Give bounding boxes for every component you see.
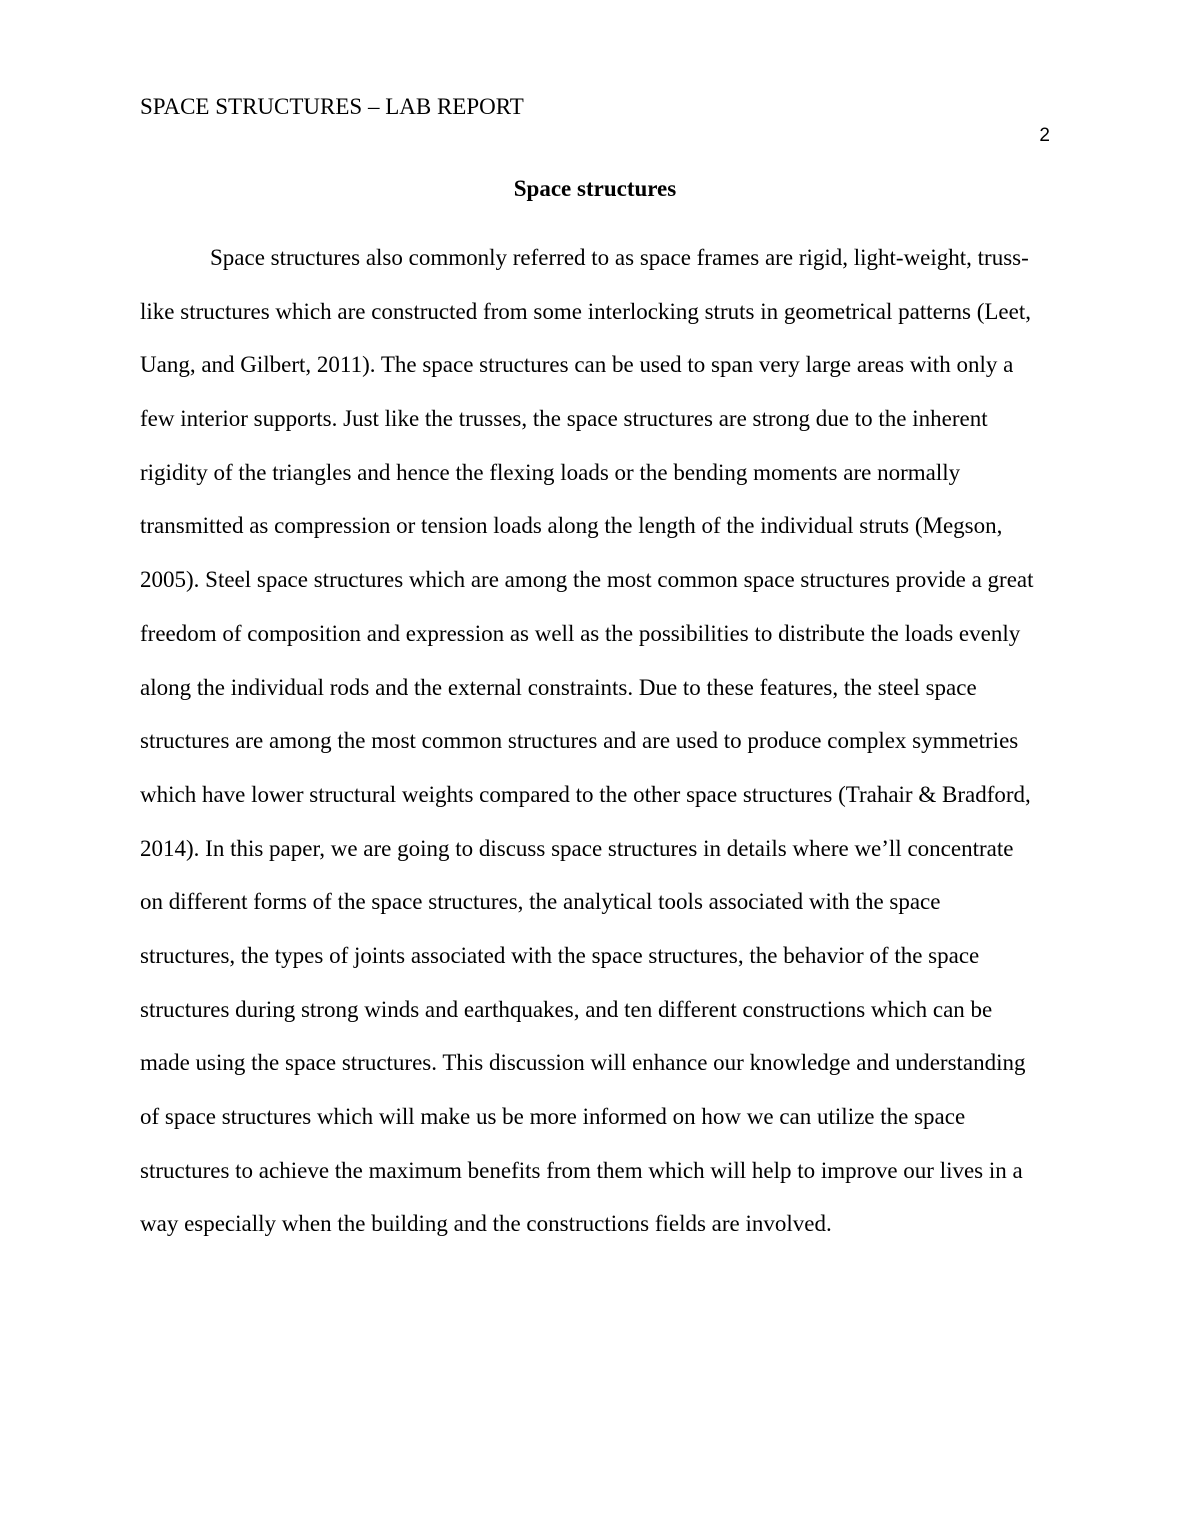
paragraph-line: structures, the types of joints associated with the space structures, the behavior of the space: [140, 942, 980, 968]
paragraph-line: which have lower structural weights compared to the other space structures (Trahair & Bradford,: [140, 781, 1031, 807]
page-number: 2: [1039, 125, 1050, 146]
paragraph-line: structures to achieve the maximum benefits from them which will help to improve our lives in a: [140, 1157, 1023, 1183]
body-paragraph: [140, 231, 1060, 1251]
paragraph-line: of space structures which will make us be more informed on how we can utilize the space: [140, 1104, 966, 1129]
paragraph-line: on different forms of the space structures, the analytical tools associated with the space: [140, 889, 941, 915]
paragraph-line: made using the space structures. This discussion will enhance our knowledge and understanding: [140, 1050, 1026, 1076]
paragraph-line: 2014). In this paper, we are going to discuss space structures in details where we’ll concentrate: [140, 835, 1014, 861]
paragraph-line: freedom of composition and expression as well as the possibilities to distribute the loads evenly: [140, 620, 1021, 646]
paragraph-line: Space structures also commonly referred to as space frames are rigid, light-weight, truss-: [210, 245, 1029, 270]
paragraph-line: along the individual rods and the external constraints. Due to these features, the steel space: [140, 674, 977, 700]
paragraph-line: few interior supports. Just like the trusses, the space structures are strong due to the inherent: [140, 406, 988, 432]
paragraph-line: 2005). Steel space structures which are among the most common space structures provide a great: [140, 567, 1034, 593]
running-head: SPACE STRUCTURES – LAB REPORT: [140, 94, 524, 119]
paragraph-line: Uang, and Gilbert, 2011). The space structures can be used to span very large areas with only a: [140, 352, 1014, 378]
paragraph-line: structures are among the most common structures and are used to produce complex symmetries: [140, 728, 1019, 754]
paragraph-line: structures during strong winds and earthquakes, and ten different constructions which can be: [140, 996, 993, 1022]
paragraph-line: transmitted as compression or tension loads along the length of the individual struts (Megson,: [140, 513, 1003, 539]
paragraph-line: rigidity of the triangles and hence the flexing loads or the bending moments are normally: [140, 459, 961, 485]
document-title: Space structures: [513, 176, 677, 201]
paragraph-line: like structures which are constructed from some interlocking struts in geometrical patterns (Leet,: [140, 298, 1031, 324]
paragraph-line: way especially when the building and the constructions fields are involved.: [140, 1211, 832, 1237]
